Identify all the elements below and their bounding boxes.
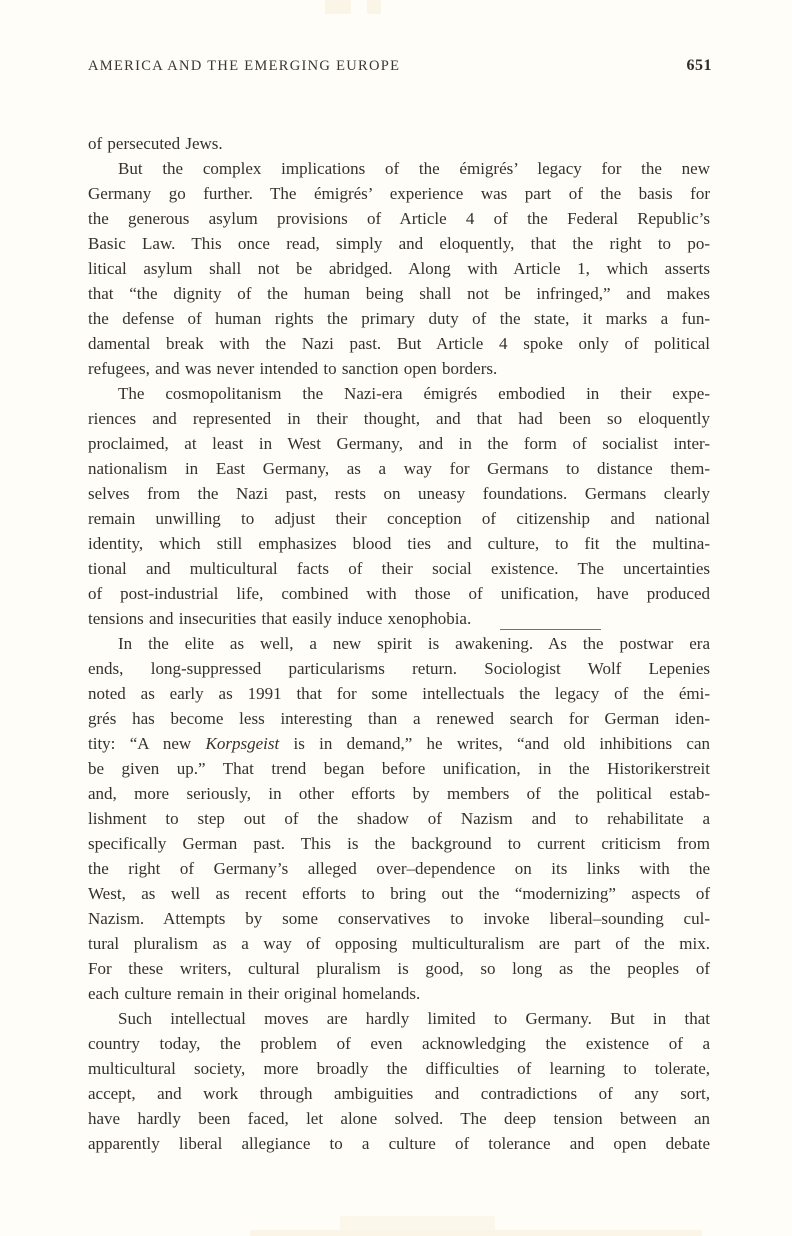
- text-line: The cosmopolitanism the Nazi-era émigrés embodied in their expe-: [118, 384, 710, 403]
- text-line: refugees, and was never intended to sanction open borders.: [88, 359, 498, 378]
- italic-text: Korpsgeist: [205, 734, 280, 753]
- text-line: the right of Germany’s alleged over–dependence on its links with the: [88, 859, 710, 878]
- text-line: multicultural society, more broadly the difficulties of learning to tolerate,: [88, 1059, 710, 1078]
- text-line: Nazism. Attempts by some conservatives to invoke liberal–sounding cul-: [88, 909, 710, 928]
- text-line: each culture remain in their original homelands.: [88, 984, 421, 1003]
- pen-line-artifact: [500, 629, 601, 630]
- text-line: selves from the Nazi past, rests on uneasy foundations. Germans clearly: [88, 484, 710, 503]
- body-text: [88, 131, 710, 1156]
- text-line: and, more seriously, in other efforts by members of the political estab-: [88, 784, 710, 803]
- text-line: grés has become less interesting than a renewed search for German iden-: [88, 709, 710, 728]
- text-line: tional and multicultural facts of their social existence. The uncertainties: [88, 559, 710, 578]
- text-line: have hardly been faced, let alone solved. The deep tension between an: [88, 1109, 710, 1128]
- text-line: of persecuted Jews.: [88, 134, 223, 153]
- text-line: be given up.” That trend began before unification, in the Historikerstreit: [88, 759, 710, 778]
- running-title: AMERICA AND THE EMERGING EUROPE: [88, 58, 401, 74]
- text-line: remain unwilling to adjust their conception of citizenship and national: [88, 509, 710, 528]
- paragraph: [88, 381, 710, 631]
- text-line: riences and represented in their thought, and that had been so eloquently: [88, 409, 710, 428]
- text-line: In the elite as well, a new spirit is awakening. As the postwar era: [118, 634, 710, 653]
- text-line: proclaimed, at least in West Germany, and in the form of socialist inter-: [88, 434, 710, 453]
- plain-text: tity: “A new: [88, 734, 206, 753]
- scan-blemish: [325, 0, 351, 14]
- text-line: specifically German past. This is the background to current criticism from: [88, 834, 710, 853]
- text-line: nationalism in East Germany, as a way for Germans to distance them-: [88, 459, 710, 478]
- text-line: country today, the problem of even acknowledging the existence of a: [88, 1034, 710, 1053]
- text-line: Germany go further. The émigrés’ experience was part of the basis for: [88, 184, 710, 203]
- text-line: For these writers, cultural pluralism is good, so long as the peoples of: [88, 959, 710, 978]
- text-line: damental break with the Nazi past. But Article 4 spoke only of political: [88, 334, 710, 353]
- text-line: tural pluralism as a way of opposing multiculturalism are part of the mix.: [88, 934, 710, 953]
- text-line: West, as well as recent efforts to bring out the “modernizing” aspects of: [88, 884, 710, 903]
- text-line: Basic Law. This once read, simply and eloquently, that the right to po-: [88, 234, 710, 253]
- paragraph: [88, 131, 710, 156]
- text-line: the defense of human rights the primary duty of the state, it marks a fun-: [88, 309, 710, 328]
- text-line: But the complex implications of the émigrés’ legacy for the new: [118, 159, 710, 178]
- text-line: ends, long-suppressed particularisms return. Sociologist Wolf Lepenies: [88, 659, 710, 678]
- scan-blemish: [367, 0, 381, 14]
- page-header: [88, 57, 712, 75]
- text-line: accept, and work through ambiguities and contradictions of any sort,: [88, 1084, 710, 1103]
- text-line: that “the dignity of the human being shall not be infringed,” and makes: [88, 284, 710, 303]
- page-number: 651: [686, 57, 712, 74]
- paragraph: [88, 156, 710, 381]
- text-line: tensions and insecurities that easily induce xenophobia.: [88, 609, 472, 628]
- text-line: litical asylum shall not be abridged. Along with Article 1, which asserts: [88, 259, 710, 278]
- paragraph: [88, 1006, 710, 1156]
- text-line: of post-industrial life, combined with those of unification, have produced: [88, 584, 710, 603]
- text-line: lishment to step out of the shadow of Nazism and to rehabilitate a: [88, 809, 710, 828]
- plain-text: is in demand,” he writes, “and old inhibitions can: [279, 734, 710, 753]
- text-line: noted as early as 1991 that for some intellectuals the legacy of the émi-: [88, 684, 710, 703]
- text-line: Such intellectual moves are hardly limited to Germany. But in that: [118, 1009, 710, 1028]
- text-line: [88, 731, 710, 756]
- paragraph: [88, 631, 710, 1006]
- scan-blemish: [250, 1230, 702, 1236]
- text-line: the generous asylum provisions of Article 4 of the Federal Republic’s: [88, 209, 710, 228]
- text-line: apparently liberal allegiance to a culture of tolerance and open debate: [88, 1134, 710, 1153]
- text-line: identity, which still emphasizes blood ties and culture, to fit the multina-: [88, 534, 710, 553]
